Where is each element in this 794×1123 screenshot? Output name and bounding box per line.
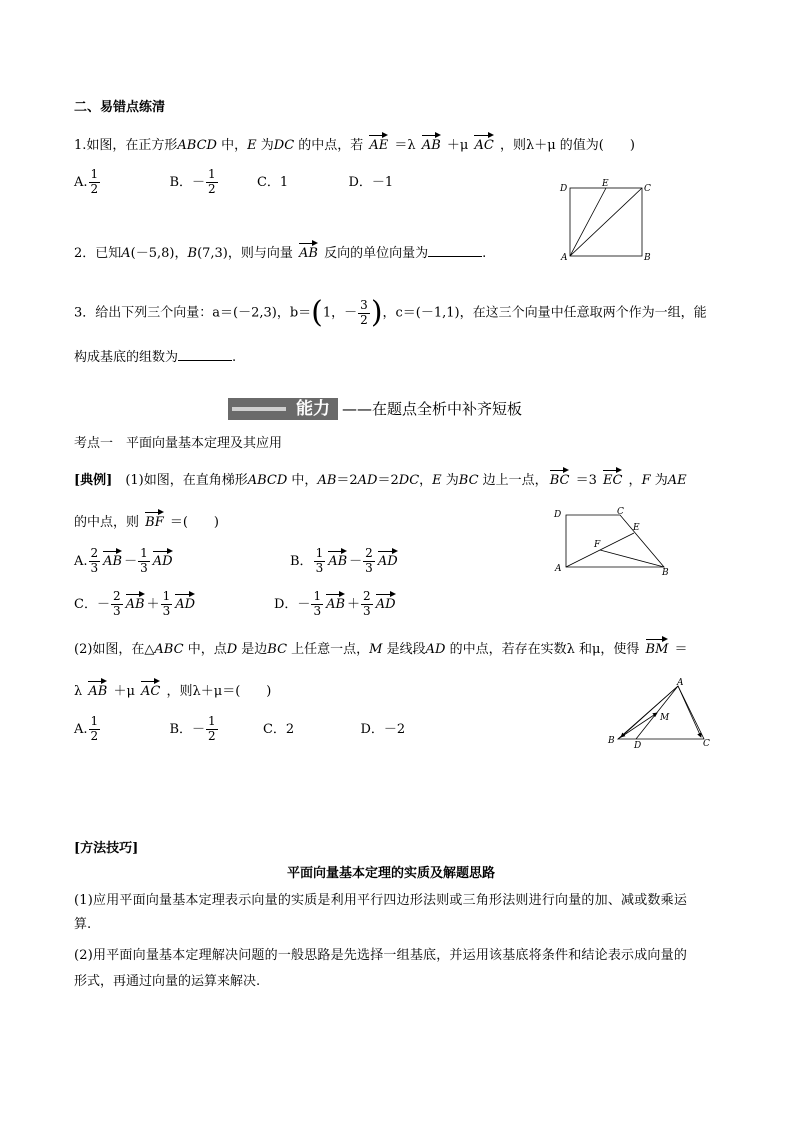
option-c: C．－ $\frac{2}{3}$ AB ＋ $\frac{1}{3}$ AD	[74, 589, 196, 618]
option-b: B．－ $\frac{1}{2}$	[169, 714, 216, 743]
trapezoid-figure	[550, 505, 680, 577]
vector-ac: AC	[474, 133, 493, 152]
label-b: B	[662, 568, 669, 577]
method-title: 平面向量基本定理的实质及解题思路	[287, 866, 496, 881]
banner-subtitle: ——在题点全析中补齐短板	[342, 400, 523, 418]
example-2-options	[74, 715, 405, 744]
option-d: D．－2	[360, 721, 406, 737]
option-d: D．－ $\frac{1}{3}$ AB ＋ $\frac{2}{3}$ AD	[274, 589, 396, 618]
option-b: B．－ $\frac{1}{2}$	[169, 167, 216, 196]
vector-ae: AE	[369, 133, 388, 152]
label-e: E	[602, 179, 609, 189]
question-1-options	[74, 168, 393, 197]
label-c: C	[644, 184, 651, 194]
banner-word: 能力	[296, 399, 330, 419]
question-number: 1.	[74, 138, 87, 153]
method-paragraph-2-cont: 形式，再通过向量的运算来解决.	[74, 974, 261, 989]
label-c: C	[703, 739, 710, 749]
option-c: C．1	[256, 174, 289, 190]
section-title: 二、易错点练清	[74, 100, 166, 115]
answer-blank	[178, 359, 232, 361]
option-d: D．－1	[348, 174, 394, 190]
label-a: A	[677, 678, 684, 688]
question-3-stem: 3．给出下列三个向量：a＝(－2,3)，b＝(1，－ $\frac{3}{2}$ )，c＝(－1,1)，在这三个向量中任意取两个作为一组，能	[74, 295, 707, 330]
label-a: A	[555, 564, 562, 574]
question-1-stem: 1.如图，在正方形ABCD 中，E 为DC 的中点，若 AE ＝λ AB ＋μ AC ，则λ＋μ 的值为( )	[74, 133, 635, 153]
method-paragraph-2: (2)用平面向量基本定理解决问题的一般思路是先选择一组基底，并运用该基底将条件和结论表示成向量的	[74, 948, 688, 963]
label-a: A	[561, 253, 568, 263]
label-d: D	[560, 184, 568, 194]
label-d: D	[554, 510, 562, 520]
example-1-line2: 的中点，则 BF ＝( )	[74, 510, 219, 530]
option-a: A. $\frac{2}{3}$ AB － $\frac{1}{3}$ AD	[74, 546, 173, 575]
label-b: B	[608, 736, 615, 746]
method-paragraph-1: (1)应用平面向量基本定理表示向量的实质是利用平行四边形法则或三角形法则进行向量的加、减或数乘运	[74, 893, 688, 908]
question-2-stem: 2．已知A(－5,8)，B(7,3)，则与向量 AB 反向的单位向量为 .	[74, 241, 486, 261]
label-f: F	[594, 540, 601, 550]
option-c: C．2	[262, 721, 295, 737]
label-d: D	[634, 741, 642, 751]
question-3-line2: 构成基底的组数为 .	[74, 350, 237, 365]
label-c: C	[617, 507, 624, 517]
label-b: B	[644, 253, 651, 263]
vector-ab: AB	[422, 133, 441, 152]
label-m: M	[660, 713, 670, 723]
option-a: A. $\frac{1}{2}$	[74, 714, 99, 743]
example-1-stem: [典例] (1)如图，在直角梯形ABCD 中，AB＝2AD＝2DC，E 为BC 边上一点， BC ＝3 EC ，F 为AE	[74, 468, 687, 488]
ability-banner	[228, 398, 338, 420]
example-2-line2: λ AB ＋μ AC ，则λ＋μ＝( )	[74, 679, 271, 699]
label-e: E	[633, 523, 640, 533]
square-figure	[556, 178, 656, 264]
option-a: A. $\frac{1}{2}$	[74, 167, 99, 196]
example-2-stem: (2)如图，在△ABC 中，点D 是边BC 上任意一点，M 是线段AD 的中点，若存在实数λ 和μ，使得 BM ＝	[74, 637, 688, 657]
topic-title: 考点一 平面向量基本定理及其应用	[74, 436, 283, 451]
option-b: B． $\frac{1}{3}$ AB － $\frac{2}{3}$ AD	[290, 546, 398, 575]
example-tag: [典例]	[74, 473, 113, 488]
triangle-figure	[600, 676, 720, 752]
vector-ab: AB	[299, 241, 318, 260]
method-paragraph-1-cont: 算.	[74, 917, 92, 932]
method-tag: [方法技巧]	[74, 841, 139, 856]
answer-blank	[428, 255, 482, 257]
